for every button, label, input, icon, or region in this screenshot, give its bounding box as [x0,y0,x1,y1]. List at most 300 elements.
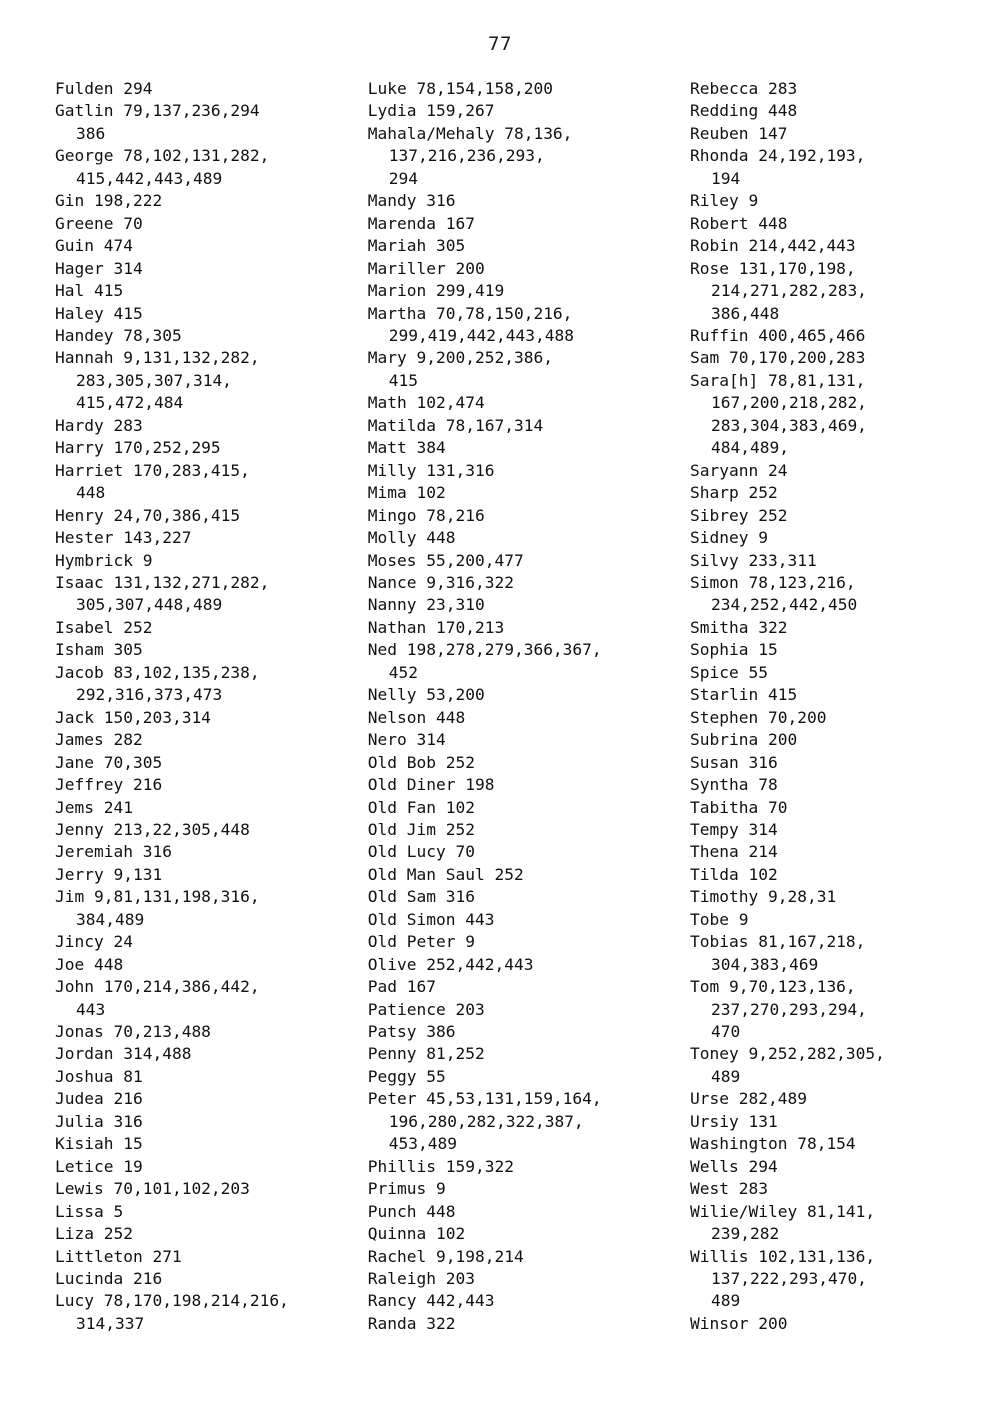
index-entry [368,594,682,616]
index-entry [690,482,955,504]
index-entry [55,1201,360,1223]
index-entry [55,707,360,729]
index-entry-head: Jonas 70,213,488 [55,1022,211,1042]
index-entry [55,213,360,235]
index-entry [368,550,682,572]
index-entry [55,1178,360,1200]
index-entry [368,797,682,819]
index-entry-head: Patience 203 [367,999,485,1019]
index-entry [368,774,682,796]
index-entry-head: Fulden 294 [55,79,153,98]
index-entry [55,1290,360,1335]
index-entry [368,572,682,594]
index-entry-head: Winsor 200 [690,1313,788,1333]
index-entry-head: Ruffin 400,465,466 [690,325,866,345]
index-entry-head: Greene 70 [55,213,143,233]
index-entry-head: Old Fan 102 [367,797,475,817]
index-entry-head: Rancy 442,443 [367,1291,495,1311]
index-entry-head: Nero 314 [367,730,446,750]
index-entry [55,527,360,549]
index-entry-head: Hannah 9,131,132,282, [55,348,260,368]
index-entry-head: Old Jim 252 [367,819,475,839]
index-entry [55,303,360,325]
index-entry [55,662,360,707]
index-entry [690,100,955,122]
index-entry [368,1066,682,1088]
index-entry [55,100,360,145]
index-entry-continuation: 283,304,383,469, [711,415,867,435]
index-entry-head: Wilie/Wiley 81,141, [690,1201,876,1221]
index-entry [690,1043,955,1088]
index-entry-head: Sibrey 252 [690,505,788,525]
index-entry-head: Handey 78,305 [55,325,182,345]
index-entry [55,1133,360,1155]
index-entry-continuation: 384,489 [76,909,145,929]
index-entry-continuation: 386 [76,123,106,143]
index-entry-head: Joshua 81 [55,1066,143,1086]
index-entry [690,752,955,774]
index-entry [690,78,955,100]
index-entry [690,1156,955,1178]
index-entry [690,774,955,796]
index-entry-head: Sophia 15 [690,640,778,660]
index-entry-head: Rhonda 24,192,193, [690,146,866,166]
index-entry-head: Jems 241 [55,797,133,817]
index-entry [368,1021,682,1043]
index-entry [690,886,955,908]
index-entry [368,1156,682,1178]
index-entry-continuation: 137,222,293,470, [711,1269,867,1289]
index-entry [368,190,682,212]
index-entry-head: Reuben 147 [690,123,788,143]
index-entry-head: George 78,102,131,282, [55,146,270,166]
index-entry [368,707,682,729]
index-entry-continuation: 294 [388,168,419,188]
index-entry [55,415,360,437]
index-entry-continuation: 415 [388,370,419,390]
index-entry-head: Subrina 200 [690,730,798,750]
index-entry-head: Letice 19 [55,1156,143,1176]
index-entry-head: Liza 252 [55,1224,133,1244]
index-entry [690,976,955,1043]
index-entry [368,752,682,774]
index-entry-head: Robert 448 [690,213,788,233]
index-entry-continuation: 196,280,282,322,387, [388,1111,584,1131]
index-entry-head: Susan 316 [690,752,778,772]
index-entry-head: Old Peter 9 [367,932,475,952]
index-entry-head: Tom 9,70,123,136, [690,977,856,997]
index-entry [368,460,682,482]
index-entry-head: John 170,214,386,442, [55,977,260,997]
index-entry-head: Matilda 78,167,314 [367,415,544,435]
index-entry-head: Old Lucy 70 [367,842,475,862]
index-entry-head: Henry 24,70,386,415 [55,505,241,525]
index-entry-head: Joe 448 [55,954,124,974]
index-entry-head: Mary 9,200,252,386, [367,348,553,368]
index-entry-head: Old Sam 316 [367,887,475,907]
index-entry [55,774,360,796]
index-entry-continuation: 489 [711,1066,741,1086]
index-entry-continuation: 470 [711,1022,741,1042]
index-entry-head: Isabel 252 [55,617,153,637]
index-entry [55,639,360,661]
index-entry-head: Peggy 55 [367,1066,446,1086]
index-entry [368,864,682,886]
index-entry [55,617,360,639]
index-entry-head: Tobias 81,167,218, [690,932,866,952]
index-entry [368,841,682,863]
index-entry-head: Kisiah 15 [55,1134,143,1154]
index-entry-head: Silvy 233,311 [690,550,817,570]
index-entry [55,1088,360,1110]
index-entry-head: Judea 216 [55,1089,143,1109]
index-entry [690,864,955,886]
index-entry-head: Starlin 415 [690,685,798,705]
index-entry-head: Lissa 5 [55,1201,124,1221]
index-entry-head: Rose 131,170,198, [690,258,856,278]
index-entry [368,347,682,392]
index-entry-head: West 283 [690,1179,768,1199]
index-entry-head: Lucy 78,170,198,214,216, [55,1291,289,1311]
index-entry [690,1201,955,1246]
index-entry [690,190,955,212]
index-entry-head: Isham 305 [55,640,143,660]
index-entry-head: Jim 9,81,131,198,316, [55,887,260,907]
index-entry-head: Sam 70,170,200,283 [690,348,866,368]
index-entry-head: Jeffrey 216 [55,775,163,795]
index-entry [690,841,955,863]
index-entry [55,1223,360,1245]
index-entry [55,460,360,505]
index-entry-head: Randa 322 [367,1313,456,1333]
index-entry [690,213,955,235]
index-entry-continuation: 448 [76,483,106,503]
index-entry-head: Jacob 83,102,135,238, [55,662,260,682]
index-entry [690,931,955,976]
index-entry-head: Mariller 200 [367,258,485,278]
index-entry-head: Penny 81,252 [367,1044,485,1064]
index-entry-head: Nelly 53,200 [367,685,485,705]
index-entry [690,235,955,257]
index-entry [55,347,360,414]
index-entry [55,864,360,886]
index-entry-head: Punch 448 [367,1201,456,1221]
index-entry [368,909,682,931]
index-entry [368,213,682,235]
index-entry-head: Haley 415 [55,303,143,323]
index-entry [368,1088,682,1155]
index-entry [690,258,955,325]
index-entry-continuation: 137,216,236,293, [388,146,545,166]
index-entry [690,505,955,527]
index-entry-head: Marenda 167 [367,213,475,233]
index-entry-continuation: 443 [76,999,106,1019]
index-entry [368,100,682,122]
index-entry-head: Math 102,474 [367,393,485,413]
index-entry [368,280,682,302]
index-entry-continuation: 299,419,442,443,488 [388,325,574,345]
index-entry [55,797,360,819]
index-entry-head: Luke 78,154,158,200 [367,79,553,98]
index-entry-head: Simon 78,123,216, [690,572,856,592]
index-entry-head: Mahala/Mehaly 78,136, [367,123,573,143]
index-entry [55,886,360,931]
index-columns [0,78,1000,1335]
index-entry [690,819,955,841]
index-entry-continuation: 304,383,469 [711,954,819,974]
index-entry [690,460,955,482]
index-entry [55,1156,360,1178]
index-entry [690,1178,955,1200]
index-entry-head: Milly 131,316 [367,460,495,480]
index-entry [368,123,682,190]
index-entry-head: Jincy 24 [55,932,133,952]
index-entry-head: Wells 294 [690,1156,778,1176]
index-entry-continuation: 452 [388,662,419,682]
index-entry [368,258,682,280]
index-entry [368,437,682,459]
index-entry [55,258,360,280]
index-entry [690,684,955,706]
index-entry-head: Hymbrick 9 [55,550,153,570]
index-entry-continuation: 305,307,448,489 [76,595,223,615]
index-entry [368,976,682,998]
index-entry [690,145,955,190]
index-entry-continuation: 386,448 [711,303,780,323]
index-entry-head: Gin 198,222 [55,191,163,211]
index-entry-head: Jerry 9,131 [55,864,163,884]
index-entry-head: Mima 102 [367,483,446,503]
index-entry-continuation: 292,316,373,473 [76,685,223,705]
index-entry-continuation: 484,489, [711,438,789,458]
index-entry-head: Phillis 159,322 [367,1156,514,1176]
index-entry [55,1246,360,1268]
index-entry [690,1088,955,1110]
index-entry-continuation: 415,442,443,489 [76,168,223,188]
index-entry-head: Ursiy 131 [690,1111,778,1131]
index-entry [368,1290,682,1312]
index-entry-head: Lewis 70,101,102,203 [55,1179,250,1199]
index-entry-head: Spice 55 [690,662,768,682]
index-entry [368,1313,682,1335]
index-entry [368,639,682,684]
index-entry-head: Patsy 386 [367,1022,456,1042]
index-entry-head: Harry 170,252,295 [55,438,221,458]
index-entry-head: Robin 214,442,443 [690,236,856,256]
index-entry [368,617,682,639]
index-entry-head: Nelson 448 [367,707,466,727]
index-entry [368,819,682,841]
index-entry-head: Rebecca 283 [690,79,798,98]
index-entry [368,235,682,257]
index-entry-head: Jack 150,203,314 [55,707,211,727]
index-entry-continuation: 453,489 [388,1134,457,1154]
index-entry-continuation: 194 [711,168,741,188]
index-entry [55,572,360,617]
index-column-middle [368,78,690,1335]
index-entry [690,1133,955,1155]
index-entry [368,954,682,976]
index-entry [55,190,360,212]
index-entry-head: Mariah 305 [367,236,466,256]
index-entry [368,1201,682,1223]
index-entry-head: Martha 70,78,150,216, [367,303,573,323]
index-entry-head: Gatlin 79,137,236,294 [55,101,260,121]
index-entry-continuation: 214,271,282,283, [711,281,867,301]
index-entry [55,752,360,774]
index-entry [55,954,360,976]
index-entry [368,303,682,348]
index-entry [55,325,360,347]
index-entry [690,639,955,661]
index-entry [690,325,955,347]
index-entry-head: Primus 9 [367,1179,446,1199]
index-entry [368,1268,682,1290]
index-entry-head: Littleton 271 [55,1246,182,1266]
index-entry [55,1043,360,1065]
index-entry-head: Tilda 102 [690,864,778,884]
index-entry-head: Washington 78,154 [690,1134,856,1154]
index-entry [55,1111,360,1133]
index-entry-head: Julia 316 [55,1111,143,1131]
index-entry-head: Isaac 131,132,271,282, [55,572,270,592]
index-entry [55,976,360,1021]
index-entry [55,1268,360,1290]
index-entry-head: Willis 102,131,136, [690,1246,876,1266]
index-entry [55,931,360,953]
index-entry-head: Mingo 78,216 [367,505,485,525]
index-entry [368,1246,682,1268]
index-entry [690,1111,955,1133]
index-entry [690,909,955,931]
index-entry-continuation: 167,200,218,282, [711,393,867,413]
index-entry-continuation: 314,337 [76,1313,145,1333]
index-entry-head: Moses 55,200,477 [367,550,524,570]
index-entry [55,235,360,257]
index-entry-head: Lydia 159,267 [367,101,495,121]
index-entry-head: Old Simon 443 [367,909,495,929]
index-entry-head: Harriet 170,283,415, [55,460,250,480]
index-entry [690,662,955,684]
index-entry [55,819,360,841]
index-entry-head: Peter 45,53,131,159,164, [367,1089,602,1109]
index-entry [690,370,955,460]
index-entry [368,1043,682,1065]
index-entry [690,347,955,369]
index-entry-head: Rachel 9,198,214 [367,1246,524,1266]
index-entry [368,1223,682,1245]
index-entry-head: Sidney 9 [690,528,768,548]
index-entry-head: Old Bob 252 [367,752,475,772]
index-entry [368,931,682,953]
index-entry-head: Jeremiah 316 [55,842,172,862]
index-entry [368,392,682,414]
index-entry-head: Tobe 9 [690,909,749,929]
index-entry-head: Urse 282,489 [690,1089,807,1109]
index-entry [368,78,682,100]
index-entry-head: Raleigh 203 [367,1269,475,1289]
index-entry-head: Redding 448 [690,101,798,121]
index-entry-head: Pad 167 [367,977,436,997]
index-entry [690,617,955,639]
index-entry [690,550,955,572]
index-entry [690,1246,955,1313]
page-number: 77 [488,33,512,55]
index-column-left [55,78,368,1335]
index-entry [690,797,955,819]
index-entry [690,707,955,729]
index-entry-head: Guin 474 [55,236,133,256]
index-entry-head: Hardy 283 [55,415,143,435]
index-entry [690,1313,955,1335]
index-entry-head: Old Man Saul 252 [367,864,524,884]
index-column-right [690,78,955,1335]
index-entry-continuation: 237,270,293,294, [711,999,867,1019]
index-entry [55,78,360,100]
index-entry [368,505,682,527]
index-entry-head: Tabitha 70 [690,797,788,817]
index-entry-head: Sharp 252 [690,483,778,503]
index-entry-head: Hester 143,227 [55,528,192,548]
index-entry-head: Nanny 23,310 [367,595,485,615]
index-entry-head: Marion 299,419 [367,281,505,301]
index-entry [55,505,360,527]
index-entry-head: Olive 252,442,443 [367,954,534,974]
index-entry [55,437,360,459]
index-entry-head: Jenny 213,22,305,448 [55,819,250,839]
index-entry [368,527,682,549]
index-entry-head: Matt 384 [367,438,446,458]
index-entry [55,550,360,572]
index-entry [368,684,682,706]
index-entry [368,886,682,908]
index-entry-head: Jordan 314,488 [55,1044,192,1064]
index-entry-head: Syntha 78 [690,775,778,795]
index-entry-head: Timothy 9,28,31 [690,887,837,907]
index-entry-head: Thena 214 [690,842,778,862]
index-entry-head: Quinna 102 [367,1224,466,1244]
index-entry-head: Hal 415 [55,281,124,301]
index-entry-head: Saryann 24 [690,460,788,480]
index-entry [55,841,360,863]
index-entry [690,527,955,549]
index-entry-head: Molly 448 [367,528,456,548]
index-entry [55,280,360,302]
index-entry [55,1066,360,1088]
index-entry-head: Hager 314 [55,258,143,278]
index-entry [368,1178,682,1200]
index-entry-head: Stephen 70,200 [690,707,827,727]
index-entry-continuation: 415,472,484 [76,393,184,413]
index-entry [690,123,955,145]
index-entry [55,145,360,190]
index-entry [55,729,360,751]
index-entry-continuation: 239,282 [711,1224,780,1244]
index-entry [690,729,955,751]
index-entry-head: Toney 9,252,282,305, [690,1044,885,1064]
index-entry-head: Riley 9 [690,191,759,211]
index-entry-head: Nance 9,316,322 [367,572,514,592]
index-entry [690,572,955,617]
index-entry-continuation: 283,305,307,314, [76,370,232,390]
index-entry [368,729,682,751]
index-entry-head: Tempy 314 [690,819,778,839]
index-entry [368,999,682,1021]
index-entry-head: Ned 198,278,279,366,367, [367,640,602,660]
index-entry-head: James 282 [55,730,143,750]
index-entry [368,482,682,504]
index-entry-head: Sara[h] 78,81,131, [690,370,866,390]
